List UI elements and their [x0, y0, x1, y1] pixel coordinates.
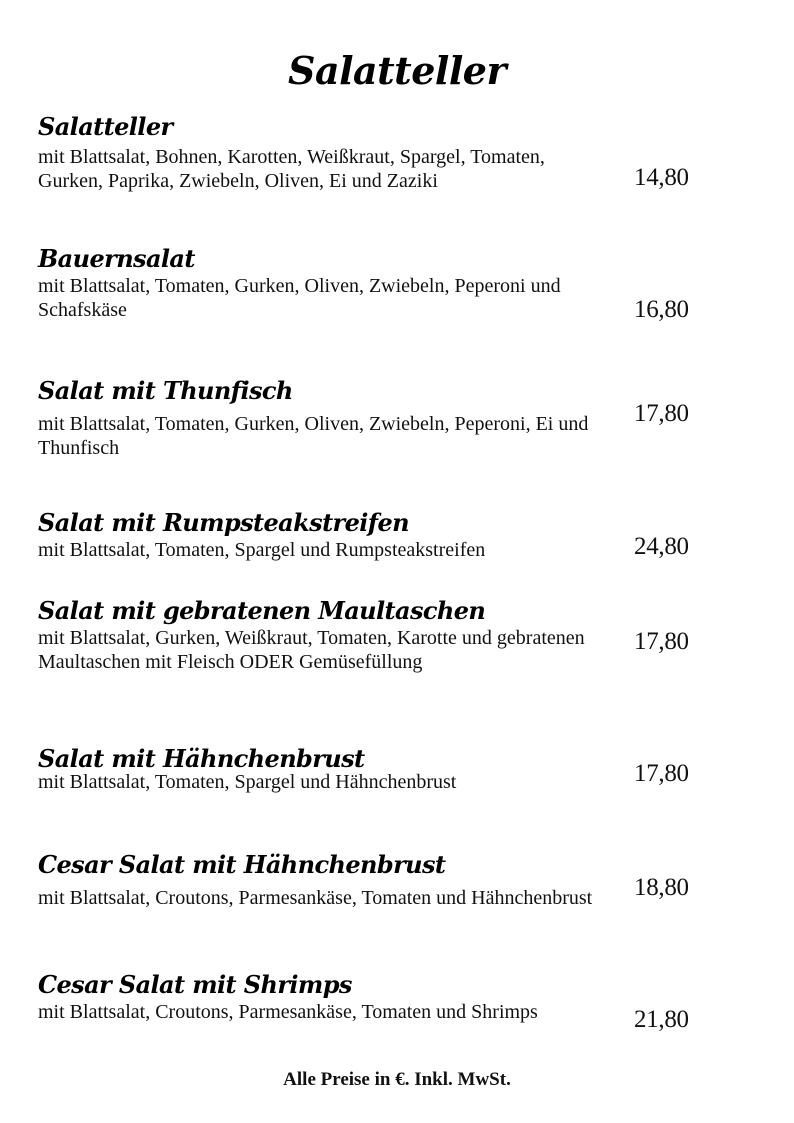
menu-item-description: mit Blattsalat, Tomaten, Gurken, Oliven, Zwiebeln, Peperoni, Ei und Thunfisch: [38, 413, 589, 459]
menu-item-name: Bauernsalat: [38, 244, 195, 273]
menu-item-name: Salat mit Hähnchenbrust: [38, 744, 365, 773]
menu-item-description: mit Blattsalat, Croutons, Parmesankäse, Tomaten und Shrimps: [38, 1001, 538, 1023]
menu-item-name: Cesar Salat mit Hähnchenbrust: [38, 850, 446, 879]
menu-item-price: 18,80: [634, 874, 689, 901]
menu-item-description: mit Blattsalat, Bohnen, Karotten, Weißkraut, Spargel, Tomaten, Gurken, Paprika, Zwiebeln, Oliven, Ei und Zaziki: [38, 146, 545, 192]
menu-item-description: mit Blattsalat, Gurken, Weißkraut, Tomaten, Karotte und gebratenen Maultaschen mit Fleisch ODER Gemüsefüllung: [38, 627, 585, 673]
menu-item-price: 17,80: [634, 760, 689, 787]
menu-item-name: Salat mit gebratenen Maultaschen: [38, 596, 486, 625]
page-title: Salatteller: [288, 48, 506, 93]
menu-item-description: mit Blattsalat, Tomaten, Gurken, Oliven, Zwiebeln, Peperoni und Schafskäse: [38, 275, 561, 321]
menu-item-description: mit Blattsalat, Tomaten, Spargel und Hähnchenbrust: [38, 771, 457, 793]
menu-item-name: Salatteller: [38, 112, 173, 141]
menu-item-name: Salat mit Rumpsteakstreifen: [38, 508, 410, 537]
menu-item-price: 14,80: [634, 164, 689, 191]
menu-item-name: Cesar Salat mit Shrimps: [38, 970, 352, 999]
menu-item-description: mit Blattsalat, Tomaten, Spargel und Rumpsteakstreifen: [38, 539, 486, 561]
menu-item-price: 17,80: [634, 628, 689, 655]
menu-item-price: 17,80: [634, 400, 689, 427]
menu-item-name: Salat mit Thunfisch: [38, 376, 293, 405]
menu-item-description: mit Blattsalat, Croutons, Parmesankäse, Tomaten und Hähnchenbrust: [38, 887, 593, 909]
menu-item-price: 16,80: [634, 296, 689, 323]
menu-item-price: 24,80: [634, 533, 689, 560]
price-note: Alle Preise in €. Inkl. MwSt.: [283, 1069, 511, 1090]
menu-item-price: 21,80: [634, 1006, 689, 1033]
